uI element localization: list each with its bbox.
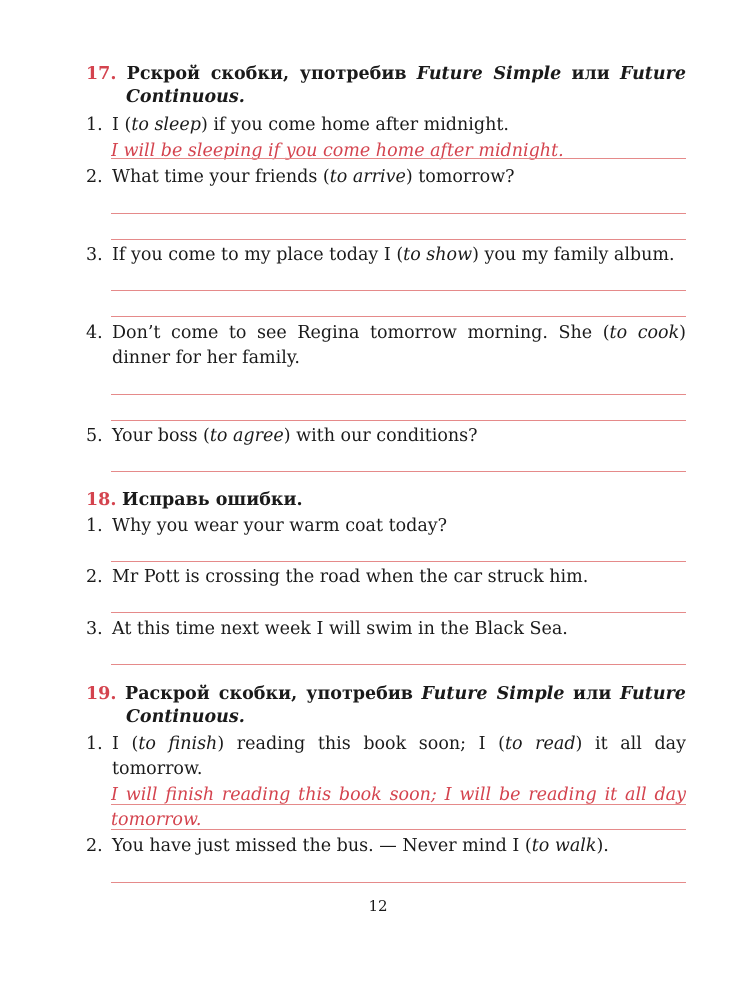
writing-line[interactable] [111, 882, 686, 883]
writing-line[interactable] [111, 316, 686, 317]
verb-hint: to sleep [131, 115, 201, 135]
exercise-17-item-2 [86, 165, 686, 190]
item-text: At this time next week I will swim in the Black Sea. [112, 619, 568, 639]
exercise-18-title [86, 489, 686, 512]
item-text: tomorrow. [112, 759, 203, 779]
writing-line[interactable] [111, 471, 686, 472]
item-text: ) reading this book soon; I ( [217, 734, 505, 754]
verb-hint: to finish [138, 734, 218, 754]
tense-name: Future [619, 684, 686, 704]
exercise-19-item-1 [86, 732, 686, 782]
exercise-19-item-2 [86, 834, 686, 859]
answer-line[interactable]: tomorrow. [111, 810, 202, 830]
item-number: 3. [86, 619, 103, 639]
instruction-text: Исправь ошибки. [122, 490, 303, 510]
verb-hint: to arrive [329, 167, 406, 187]
item-text: What time your friends ( [112, 167, 330, 187]
item-number: 4. [86, 323, 103, 343]
item-number: 2. [86, 836, 103, 856]
item-text: Mr Pott is crossing the road when the car struck him. [112, 567, 589, 587]
verb-hint: to agree [209, 426, 284, 446]
item-text: ) with our conditions? [283, 426, 478, 446]
exercise-number: 17. [86, 64, 117, 84]
item-text: I ( [112, 115, 132, 135]
exercise-17-title [86, 63, 686, 109]
instruction-text: Рскрой скобки, употребив [126, 64, 407, 84]
writing-line[interactable] [111, 290, 686, 291]
item-text: ) it all day [575, 734, 686, 754]
writing-line[interactable] [111, 804, 686, 805]
exercise-18-item-1 [86, 514, 686, 539]
exercise-number: 18. [86, 490, 117, 510]
item-number: 1. [86, 516, 103, 536]
writing-line[interactable] [111, 420, 686, 421]
instruction-text: или [573, 684, 612, 704]
exercise-number: 19. [86, 684, 117, 704]
item-text: ) tomorrow? [405, 167, 515, 187]
item-number: 2. [86, 567, 103, 587]
item-number: 2. [86, 167, 103, 187]
item-text: You have just missed the bus. — Never mind I ( [112, 836, 532, 856]
writing-line[interactable] [111, 158, 686, 159]
item-text: ) [679, 323, 686, 343]
item-text: Your boss ( [112, 426, 210, 446]
verb-hint: to read [505, 734, 576, 754]
tense-name: Continuous. [126, 87, 245, 107]
item-text: dinner for her family. [112, 348, 300, 368]
exercise-17-item-4 [86, 321, 686, 371]
tense-name: Future Simple [416, 64, 562, 84]
verb-hint: to show [403, 245, 473, 265]
exercise-18-item-2 [86, 565, 686, 590]
writing-line[interactable] [111, 394, 686, 395]
writing-line[interactable] [111, 561, 686, 562]
page-number: 12 [368, 897, 388, 915]
exercise-18-item-3 [86, 617, 686, 642]
instruction-text: или [571, 64, 610, 84]
writing-line[interactable] [111, 213, 686, 214]
exercise-19-title [86, 683, 686, 729]
item-number: 5. [86, 426, 103, 446]
tense-name: Continuous. [126, 707, 245, 727]
answer-line[interactable]: I will be sleeping if you come home after midnight. [111, 141, 564, 161]
writing-line[interactable] [111, 664, 686, 665]
item-number: 1. [86, 115, 103, 135]
instruction-text: Раскрой скобки, употребив [125, 684, 413, 704]
verb-hint: to walk [531, 836, 597, 856]
item-text: ) if you come home after midnight. [200, 115, 509, 135]
writing-line[interactable] [111, 239, 686, 240]
exercise-17-item-5 [86, 424, 686, 449]
item-text: If you come to my place today I ( [112, 245, 404, 265]
writing-line[interactable] [111, 612, 686, 613]
item-number: 3. [86, 245, 103, 265]
item-text: Why you wear your warm coat today? [112, 516, 448, 536]
tense-name: Future [619, 64, 686, 84]
exercise-17-item-3 [86, 243, 686, 268]
writing-line[interactable] [111, 829, 686, 830]
item-text: Don’t come to see Regina tomorrow morning. She ( [112, 323, 610, 343]
answer-line[interactable]: I will finish reading this book soon; I will be reading it all day [111, 785, 686, 805]
item-text: I ( [112, 734, 139, 754]
tense-name: Future Simple [421, 684, 565, 704]
item-text: ). [596, 836, 609, 856]
item-number: 1. [86, 734, 103, 754]
item-text: ) you my family album. [472, 245, 675, 265]
exercise-17-item-1 [86, 113, 686, 138]
verb-hint: to cook [609, 323, 680, 343]
